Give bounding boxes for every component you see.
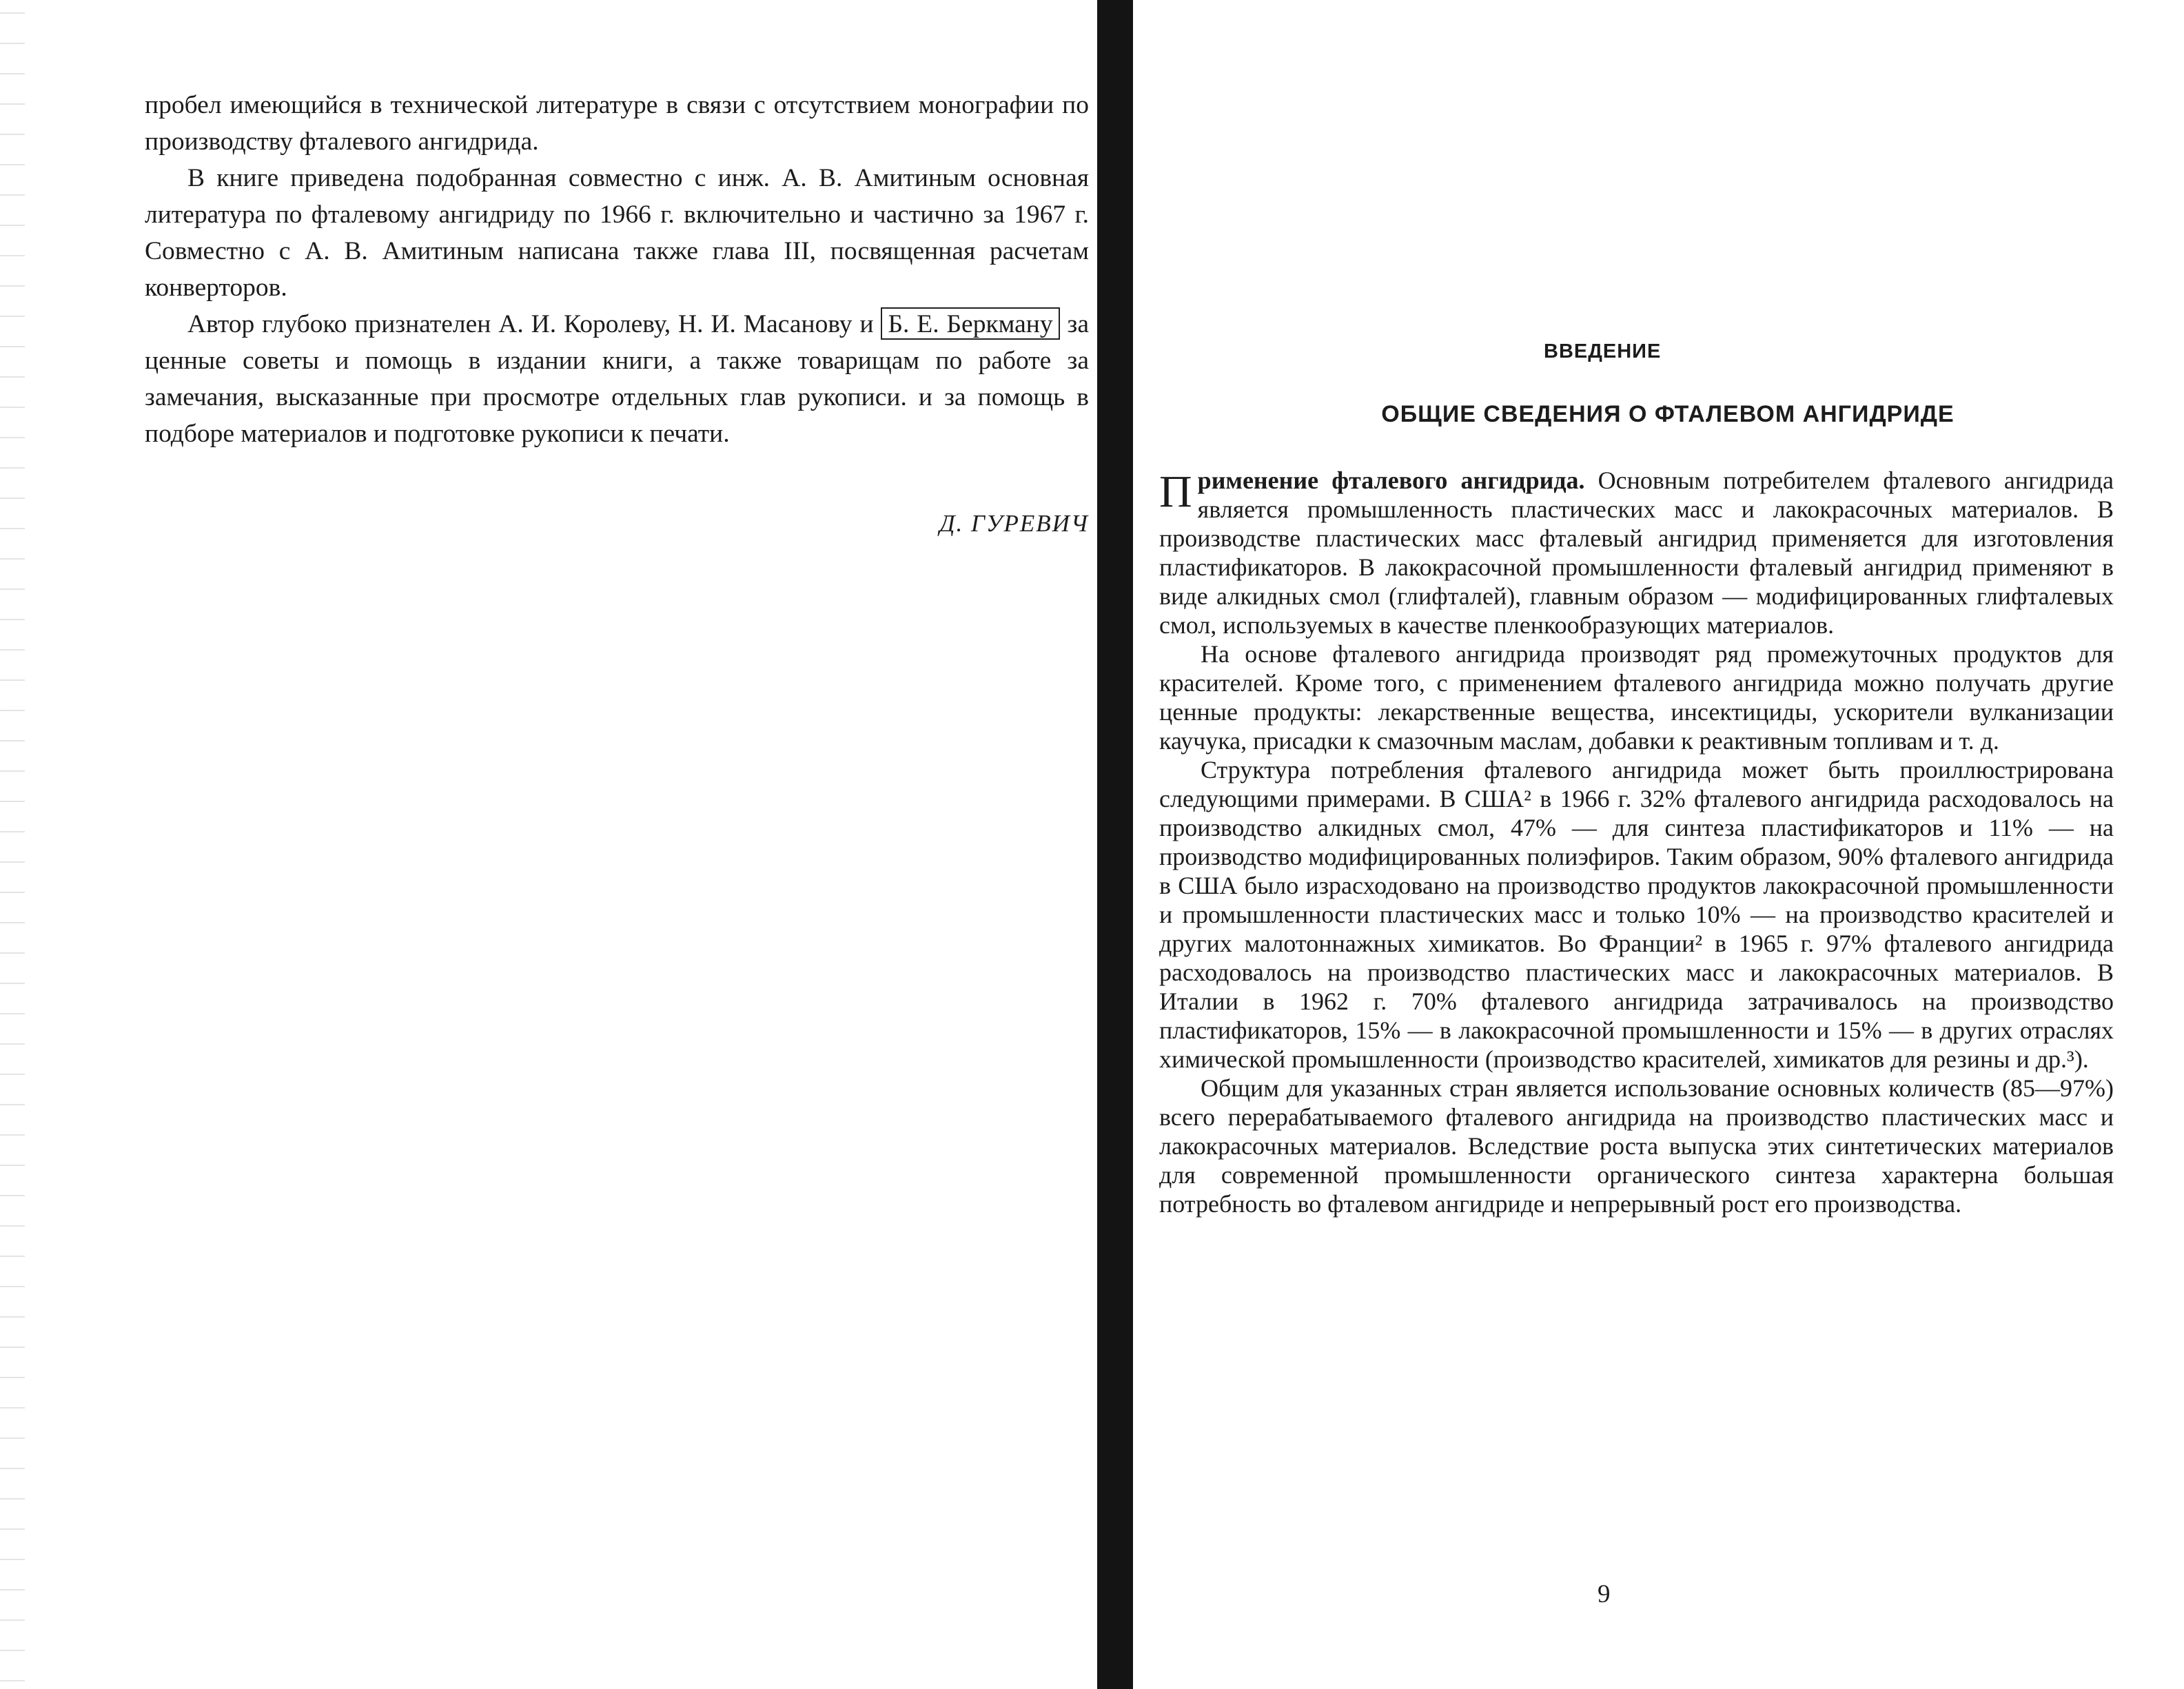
right-page-text [1159,466,2114,1218]
acknowledgement-paragraph [145,306,1089,452]
left-paragraph-1: пробел имеющийся в технической литературе в связи с отсутствием монографии по производству фталевого ангидрида. [145,91,1089,156]
left-paragraph-2: В книге приведена подобранная совместно с инж. А. В. Амитиным основная литература по фталевому ангидриду по 1966 г. включительно и частично за 1967 г. Совместно с А. В. Амитиным написана также глава III, посвященная расчетам конверторов. [145,164,1089,302]
acknowledgement-before: Автор глубоко признателен А. И. Королеву, Н. И. Масанову и [187,310,874,338]
right-paragraph-1 [1159,466,2114,639]
right-paragraph-4: Общим для указанных стран является использование основных количеств (85—97%) всего перерабатываемого фталевого ангидрида на производство пластических масс и лакокрасочных материалов. Вследствие роста выпуска этих синтетических материалов для современной промышленности органического синтеза характерна большая потребность во фталевом ангидриде и непрерывный рост его производства. [1159,1074,2114,1218]
boxed-name: Б. Е. Беркману [881,307,1059,340]
acknowledgement-after: за ценные советы и помощь в издании книги, а также товарищам по работе за замечания, высказанные при просмотре отдельных глав рукописи. и за помощь в подборе материалов и подготовке рукописи к печати. [145,310,1090,448]
left-page-text [145,87,1089,452]
section-label: ВВЕДЕНИЕ [1544,340,1662,362]
chapter-title: ОБЩИЕ СВЕДЕНИЯ О ФТАЛЕВОМ АНГИДРИДЕ [1381,401,1955,427]
lead-bold-heading: рименение фталевого ангидрида. [1197,467,1585,494]
right-paragraph-2: На основе фталевого ангидрида производят ряд промежуточных продуктов для красителей. Кроме того, с применением фталевого ангидрида можно получать другие ценные продукты: лекарственные вещества, инсектициды, ускорители вулканизации каучука, присадки к смазочным маслам, добавки к реактивным топливам и т. д. [1159,640,2114,755]
right-paragraph-1-text: Основным потребителем фталевого ангидрида является промышленность пластических масс и лакокрасочных материалов. В производстве пластических масс фталевый ангидрид применяется для изготовления пластификаторов. В лакокрасочной промышленности фталевый ангидрид применяют в виде алкидных смол (глифталей), главным образом — модифицированных глифталевых смол, используемых в качестве пленкообразующих материалов. [1159,467,2114,639]
book-spine [1097,0,1133,1689]
right-paragraph-3: Структура потребления фталевого ангидрида может быть проиллюстрирована следующими примерами. В США² в 1966 г. 32% фталевого ангидрида расходовалось на производство алкидных смол, 47% — для синтеза пластификаторов и 11% — на производство модифицированных полиэфиров. Таким образом, 90% фталевого ангидрида в США было израсходовано на производство продуктов лакокрасочной промышленности и промышленности пластических масс и только 10% — на производство красителей и других малотоннажных химикатов. Во Франции² в 1965 г. 97% фталевого ангидрида расходовалось на производство пластических масс и лакокрасочных материалов. В Италии в 1962 г. 70% фталевого ангидрида затрачивалось на производство пластификаторов, 15% — в лакокрасочной промышленности и 15% — в других отраслях химической промышленности (производство красителей, химикатов для резины и др.³). [1159,756,2114,1073]
drop-cap: П [1159,467,1192,517]
page-number: 9 [1598,1580,1611,1608]
author-signature: Д. ГУРЕВИЧ [939,510,1089,537]
